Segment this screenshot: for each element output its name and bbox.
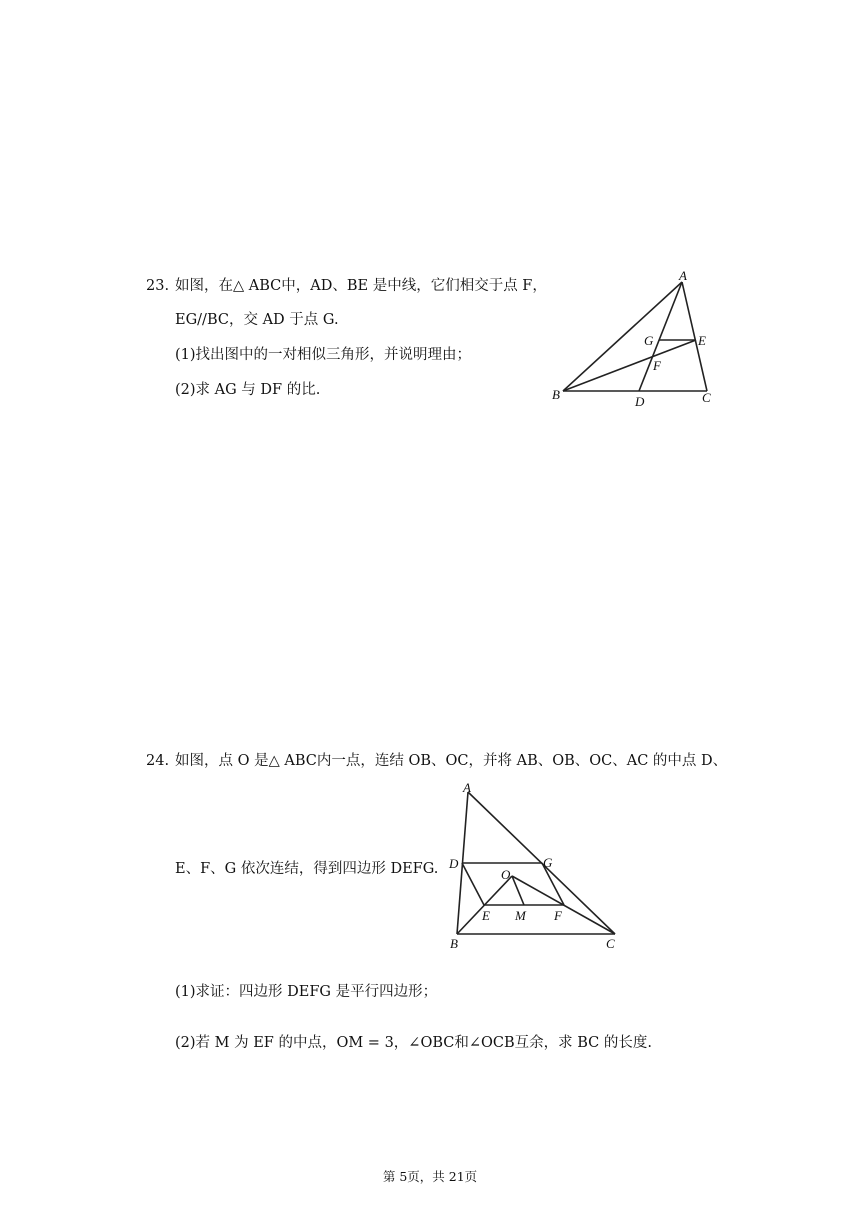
q24-label-o: O	[501, 867, 511, 882]
q23-figure	[545, 268, 735, 413]
q24-part2: (2)若 M 为 EF 的中点，OM = 3，∠OBC和∠OCB互余，求 BC 的长度.	[175, 1035, 652, 1051]
q23-label-f: F	[653, 358, 661, 373]
q23-label-b: B	[552, 387, 560, 402]
q24-label-f: F	[554, 908, 562, 923]
q24-stem-line2: E、F、G 依次连结，得到四边形 DEFG.	[175, 861, 439, 877]
q24-figure	[440, 778, 630, 956]
q24-label-e: E	[482, 908, 490, 923]
q23-number: 23.	[146, 278, 170, 294]
q23-label-e: E	[698, 333, 706, 348]
q24-label-m: M	[515, 908, 526, 923]
q23-label-g: G	[644, 333, 654, 348]
q24-part1: (1)求证：四边形 DEFG 是平行四边形；	[175, 984, 438, 1000]
q23-label-a: A	[679, 268, 687, 283]
q24-number: 24.	[146, 753, 170, 769]
q23-label-c: C	[702, 390, 711, 405]
q23-side-ab	[563, 282, 682, 391]
q23-stem-line1: 如图，在△ ABC中，AD、BE 是中线，它们相交于点 F，	[175, 278, 547, 294]
page-footer: 第 5页，共 21页	[382, 1169, 478, 1184]
q23-part1: (1)找出图中的一对相似三角形，并说明理由；	[175, 347, 472, 363]
q23-stem-line2: EG//BC，交 AD 于点 G.	[175, 312, 339, 328]
q24-segment-de	[462, 863, 484, 905]
q24-label-g: G	[543, 855, 553, 870]
q23-part2: (2)求 AG 与 DF 的比.	[175, 382, 321, 398]
q24-stem-line1: 如图，点 O 是△ ABC内一点，连结 OB、OC，并将 AB、OB、OC、AC 的中点 D、	[175, 753, 728, 769]
q24-label-d: D	[449, 856, 459, 871]
q24-label-c: C	[606, 936, 615, 951]
q23-median-be	[563, 340, 696, 391]
q24-label-b: B	[450, 936, 458, 951]
q23-label-d: D	[635, 394, 645, 409]
q24-label-a: A	[463, 780, 471, 795]
q24-segment-om	[512, 876, 524, 905]
